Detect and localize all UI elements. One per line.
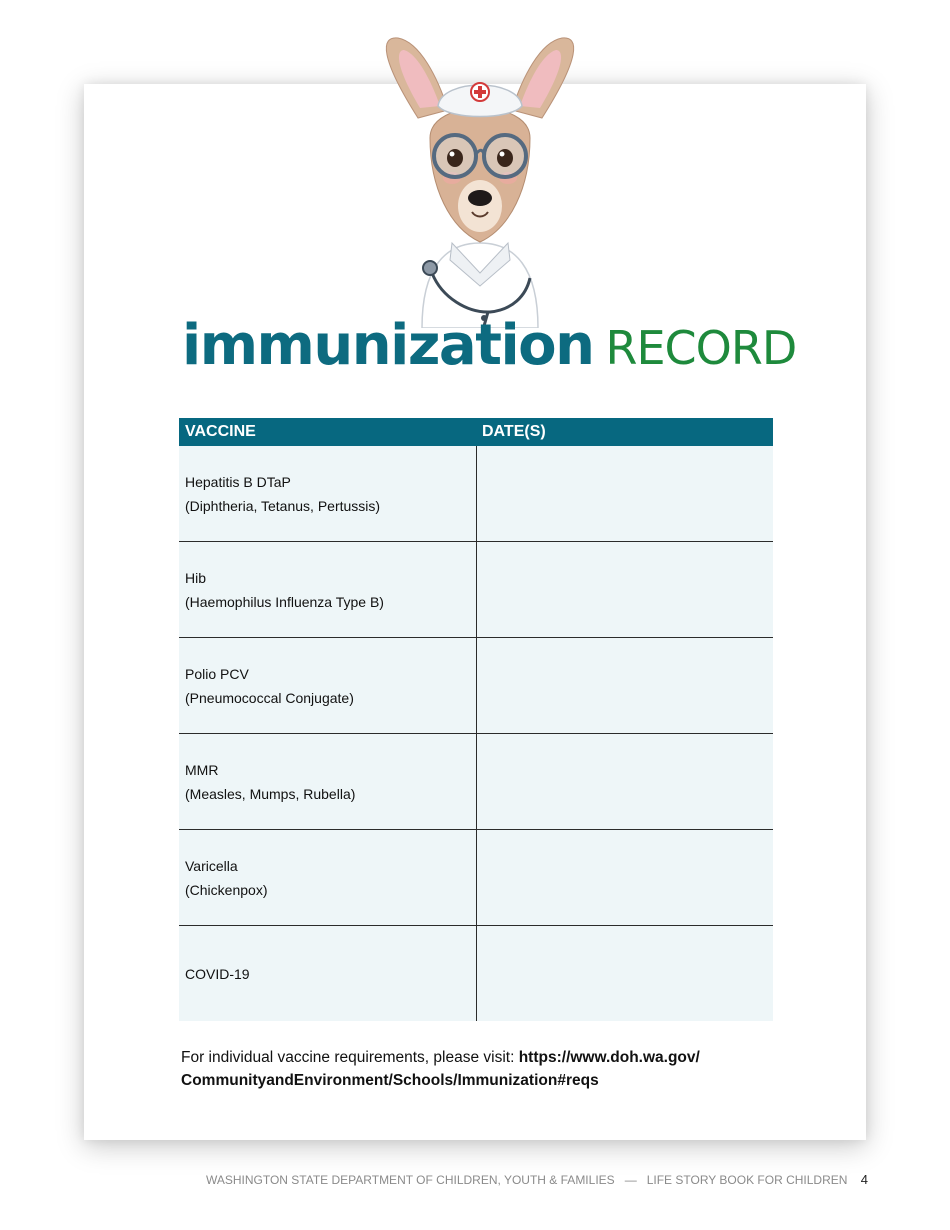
dates-cell[interactable] [476, 542, 773, 638]
dates-header: DATE(S) [476, 418, 773, 446]
vaccine-name: Varicella [185, 857, 238, 874]
immunization-table [179, 418, 773, 1021]
table-row [179, 638, 773, 734]
vaccine-detail: (Diphtheria, Tetanus, Pertussis) [185, 497, 381, 514]
vaccine-detail: (Measles, Mumps, Rubella) [185, 785, 356, 802]
page-footer [0, 1172, 868, 1187]
vaccine-cell [179, 446, 476, 542]
vaccine-name: COVID-19 [185, 965, 250, 982]
footer-book-title: LIFE STORY BOOK FOR CHILDREN [646, 1173, 848, 1187]
link-line-2[interactable]: CommunityandEnvironment/Schools/Immunization#reqs [181, 1072, 599, 1089]
vaccine-name: Hepatitis B DTaP [185, 473, 291, 490]
title-bold: immunization [182, 313, 594, 378]
vaccine-name: Hib [185, 569, 207, 586]
link-line-1[interactable]: https://www.doh.wa.gov/ [518, 1049, 700, 1066]
table-row [179, 542, 773, 638]
table-row [179, 446, 773, 542]
table-header-row [179, 418, 773, 446]
table-row [179, 734, 773, 830]
vaccine-name: MMR [185, 761, 219, 778]
dates-cell[interactable] [476, 926, 773, 1022]
vaccine-detail: (Chickenpox) [185, 881, 268, 898]
requirements-note [181, 1046, 781, 1092]
dates-cell[interactable] [476, 734, 773, 830]
footer-separator: — [624, 1173, 637, 1187]
vaccine-cell [179, 734, 476, 830]
vaccine-cell [179, 542, 476, 638]
table-row [179, 830, 773, 926]
dates-cell[interactable] [476, 446, 773, 542]
vaccine-detail: (Pneumococcal Conjugate) [185, 689, 354, 706]
title-light: RECORD [605, 321, 797, 375]
vaccine-header: VACCINE [179, 418, 476, 446]
vaccine-cell [179, 830, 476, 926]
footer-org: WASHINGTON STATE DEPARTMENT OF CHILDREN, YOUTH & FAMILIES [205, 1173, 615, 1187]
table-row [179, 926, 773, 1022]
dates-cell[interactable] [476, 830, 773, 926]
deer-nurse-illustration [360, 28, 600, 328]
page-title [182, 313, 797, 378]
dates-cell[interactable] [476, 638, 773, 734]
note-text: For individual vaccine requirements, please visit: [181, 1049, 519, 1066]
vaccine-name: Polio PCV [185, 665, 249, 682]
page-number: 4 [860, 1172, 868, 1187]
vaccine-cell [179, 638, 476, 734]
vaccine-detail: (Haemophilus Influenza Type B) [185, 593, 384, 610]
vaccine-cell [179, 926, 476, 1022]
